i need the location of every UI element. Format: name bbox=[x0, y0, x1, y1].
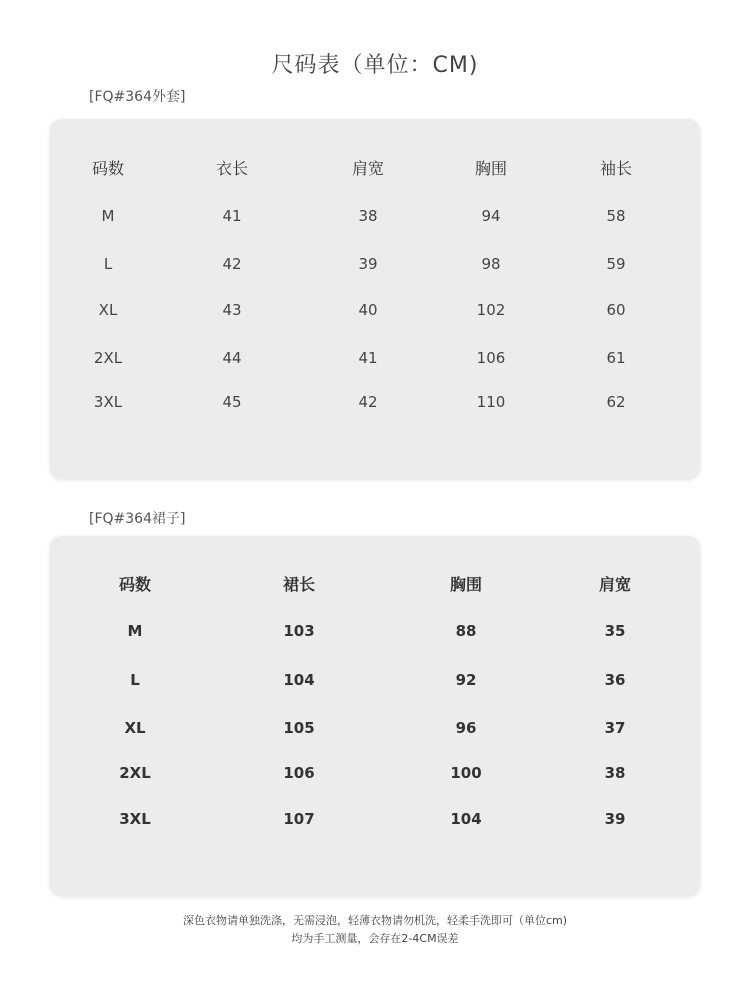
table-row bbox=[50, 390, 700, 414]
jacket-size-card bbox=[50, 119, 700, 479]
table-cell: 42 bbox=[358, 393, 378, 411]
table-cell: 102 bbox=[476, 301, 506, 319]
table-cell: 60 bbox=[606, 301, 626, 319]
jacket-section-label: [FQ#364外套] bbox=[89, 89, 186, 105]
table-cell: 110 bbox=[476, 393, 506, 411]
table-cell: 61 bbox=[606, 349, 626, 367]
column-header: 胸围 bbox=[474, 159, 507, 178]
table-row bbox=[50, 252, 700, 276]
table-cell: 106 bbox=[476, 349, 506, 367]
table-cell: 2XL bbox=[93, 349, 123, 367]
table-cell: 94 bbox=[481, 207, 501, 225]
column-header: 码数 bbox=[91, 159, 124, 178]
table-cell: 58 bbox=[606, 207, 626, 225]
table-cell: XL bbox=[124, 719, 146, 737]
table-cell: 3XL bbox=[119, 810, 151, 828]
table-row bbox=[50, 807, 700, 831]
table-cell: 103 bbox=[283, 622, 315, 640]
table-cell: 100 bbox=[450, 764, 482, 782]
table-cell: 45 bbox=[222, 393, 242, 411]
table-cell: XL bbox=[98, 301, 118, 319]
table-cell: 43 bbox=[222, 301, 242, 319]
table-cell: 41 bbox=[358, 349, 378, 367]
column-header: 袖长 bbox=[599, 159, 632, 178]
column-header: 裙长 bbox=[282, 575, 315, 594]
skirt-size-card bbox=[50, 536, 700, 896]
table-cell: M bbox=[127, 622, 143, 640]
table-row bbox=[50, 204, 700, 228]
table-header-row bbox=[50, 157, 700, 181]
column-header: 肩宽 bbox=[351, 159, 384, 178]
care-notes bbox=[0, 912, 750, 948]
table-cell: L bbox=[103, 255, 113, 273]
table-cell: 36 bbox=[604, 671, 626, 689]
table-cell: 107 bbox=[283, 810, 315, 828]
table-cell: 38 bbox=[604, 764, 626, 782]
column-header: 码数 bbox=[118, 575, 151, 594]
table-cell: 39 bbox=[358, 255, 378, 273]
table-cell: 88 bbox=[455, 622, 477, 640]
table-cell: L bbox=[130, 671, 140, 689]
table-cell: 105 bbox=[283, 719, 315, 737]
table-row bbox=[50, 716, 700, 740]
table-cell: M bbox=[101, 207, 115, 225]
table-row bbox=[50, 761, 700, 785]
table-row bbox=[50, 619, 700, 643]
table-cell: 39 bbox=[604, 810, 626, 828]
table-cell: 62 bbox=[606, 393, 626, 411]
table-row bbox=[50, 346, 700, 370]
table-cell: 104 bbox=[283, 671, 315, 689]
skirt-section-label: [FQ#364裙子] bbox=[89, 511, 186, 527]
table-cell: 59 bbox=[606, 255, 626, 273]
table-row bbox=[50, 668, 700, 692]
page-title: 尺码表（单位：CM) bbox=[271, 53, 479, 78]
table-cell: 106 bbox=[283, 764, 315, 782]
care-note-line-1: 深色衣物请单独洗涤，无需浸泡，轻薄衣物请勿机洗，轻柔手洗即可（单位cm) bbox=[182, 914, 568, 927]
table-cell: 38 bbox=[358, 207, 378, 225]
column-header: 衣长 bbox=[215, 159, 248, 178]
table-cell: 44 bbox=[222, 349, 242, 367]
table-cell: 92 bbox=[455, 671, 477, 689]
table-cell: 41 bbox=[222, 207, 242, 225]
table-cell: 98 bbox=[481, 255, 501, 273]
table-header-row bbox=[50, 573, 700, 597]
column-header: 胸围 bbox=[449, 575, 482, 594]
table-cell: 37 bbox=[604, 719, 626, 737]
table-cell: 40 bbox=[358, 301, 378, 319]
table-cell: 2XL bbox=[119, 764, 151, 782]
table-row bbox=[50, 298, 700, 322]
table-cell: 104 bbox=[450, 810, 482, 828]
column-header: 肩宽 bbox=[598, 575, 631, 594]
table-cell: 42 bbox=[222, 255, 242, 273]
table-cell: 96 bbox=[455, 719, 477, 737]
care-note-line-2: 均为手工测量，会存在2-4CM误差 bbox=[291, 932, 459, 945]
table-cell: 35 bbox=[604, 622, 626, 640]
table-cell: 3XL bbox=[93, 393, 123, 411]
